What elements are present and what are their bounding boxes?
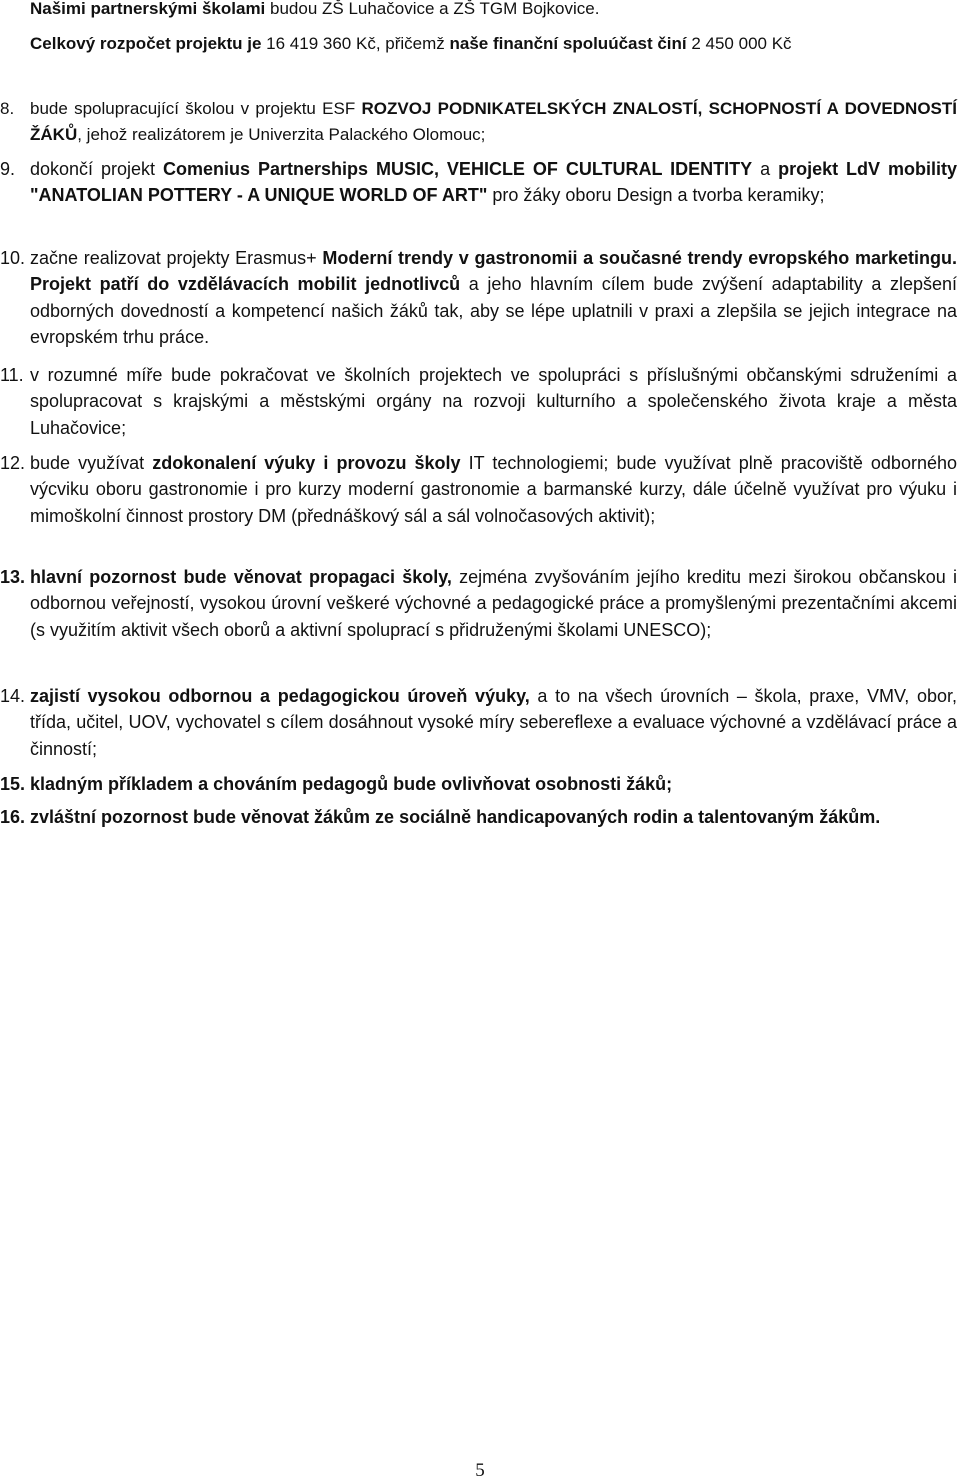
text-segment-bold: ROZVOJ PODNIKATELSKÝCH ZNALOSTÍ, SCHOPNOSTÍ A DOVEDNOSTÍ ŽÁKŮ [30, 99, 957, 144]
list-item-text [30, 804, 957, 830]
text-segment-bold: zajistí vysokou odbornou a pedagogickou úroveň výuky, [30, 686, 530, 706]
list-item-text [30, 96, 957, 148]
list-item-16 [0, 804, 957, 830]
text-segment-bold: projekt LdV mobility "ANATOLIAN POTTERY - A UNIQUE WORLD OF ART" [30, 159, 958, 206]
list-number: 12. [0, 453, 26, 473]
list-number: 9. [0, 159, 16, 179]
text-segment-bold: kladným příkladem a chováním pedagogů bude ovlivňovat osobnosti žáků; [30, 774, 673, 794]
text-segment: bude spolupracující školou v projektu ESF [30, 99, 362, 118]
list-number: 14. [0, 686, 26, 706]
list-number: 15. [0, 774, 26, 794]
list-number: 13. [0, 567, 26, 587]
list-item-text [30, 771, 957, 797]
text-segment-bold: zvláštní pozornost bude věnovat žákům ze sociálně handicapovaných rodin a talentovaným žákům. [30, 807, 881, 827]
list-item-12 [0, 450, 957, 529]
text-segment: v rozumné míře bude pokračovat ve školních projektech ve spolupráci s příslušnými občanskými sdruženími a spolupracovat s krajskými a městskými orgány na rozvoji kulturního a společenského života kraje a města Luhačovice; [30, 365, 957, 438]
text-segment-bold: hlavní pozornost bude věnovat propagaci školy, [30, 567, 452, 587]
list-item-text [30, 362, 957, 441]
partner-schools-value: budou ZŠ Luhačovice a ZŠ TGM Bojkovice. [265, 0, 600, 18]
text-segment-bold: Moderní trendy v gastronomii a současné trendy evropského marketingu. Projekt patří do vzdělávacích mobilit jednotlivců [30, 248, 957, 295]
list-number: 11. [0, 365, 24, 385]
page-number: 5 [475, 1460, 485, 1481]
list-item-text [30, 683, 957, 762]
text-segment-bold: zdokonalení výuky i provozu školy [152, 453, 461, 473]
list-item-15 [0, 771, 957, 797]
partner-schools-line [30, 0, 955, 20]
co-financing-value: 2 450 000 Kč [686, 34, 792, 53]
list-number: 8. [0, 99, 15, 118]
text-segment: dokončí projekt [30, 159, 163, 179]
list-item-text [30, 564, 957, 643]
text-segment: , jehož realizátorem je Univerzita Palackého Olomouc; [77, 125, 486, 144]
text-segment: a [752, 159, 779, 179]
list-item-10 [0, 245, 957, 351]
partner-schools-label: Našimi partnerskými školami [30, 0, 266, 18]
list-number: 10. [0, 248, 26, 268]
text-segment-bold: Comenius Partnerships MUSIC, VEHICLE OF CULTURAL IDENTITY [163, 159, 753, 179]
list-item-13 [0, 564, 957, 643]
text-segment: a to na všech úrovních – škola, praxe, VMV, obor, třída, učitel, UOV, vychovatel s cílem dosáhnout vysoké míry sebereflexe a evaluace výchovné a vzdělávací práce a činností; [30, 686, 957, 759]
budget-label: Celkový rozpočet projektu je [30, 34, 262, 53]
list-item-14 [0, 683, 957, 762]
list-item-8 [0, 96, 957, 148]
list-item-text [30, 245, 957, 351]
text-segment: bude využívat [30, 453, 153, 473]
list-number: 16. [0, 807, 26, 827]
budget-line [30, 33, 955, 55]
text-segment: IT technologiemi; bude využívat plně pracoviště odborného výcviku oboru gastronomie i pro kurzy moderní gastronomie a barmanské kurzy, dále účelně využívat pro výuku i mimoškolní činnost prostory DM (přednáškový sál a sál volnočasových aktivit); [30, 453, 957, 526]
budget-value: 16 419 360 Kč, přičemž [261, 34, 450, 53]
list-item-text [30, 156, 957, 209]
text-segment: a jeho hlavním cílem bude zvýšení adaptability a zlepšení odborných dovedností a kompetencí našich žáků tak, aby se lépe uplatnili v praxi a zlepšila se jejich integrace na evropském trhu práce. [30, 274, 958, 348]
text-segment: začne realizovat projekty Erasmus+ [30, 248, 323, 268]
list-item-9 [0, 156, 957, 209]
list-item-text [30, 450, 957, 529]
list-item-11 [0, 362, 957, 441]
text-segment: pro žáky oboru Design a tvorba keramiky; [487, 185, 825, 206]
co-financing-label: naše finanční spoluúčast činí [449, 34, 687, 53]
text-segment: zejména zvyšováním jejího kreditu mezi širokou občanskou i odbornou veřejností, vysokou úrovní veškeré výchovné a pedagogické práce a promyšlenými prezentačními akcemi (s využitím aktivit všech oborů a aktivní spoluprací s přidruženými školami UNESCO); [30, 567, 957, 640]
